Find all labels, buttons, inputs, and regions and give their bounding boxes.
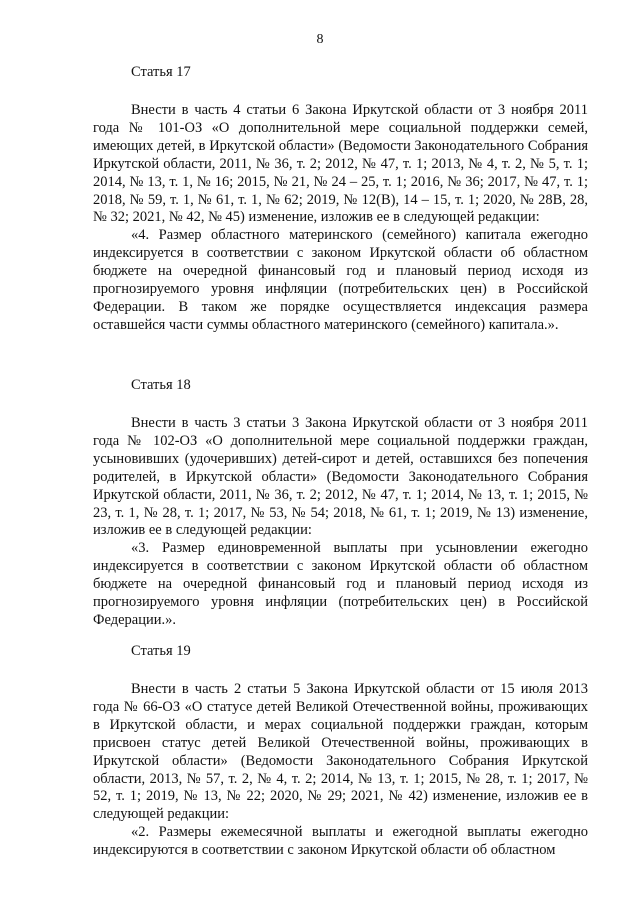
article-19 bbox=[93, 641, 588, 860]
article-paragraph: Внести в часть 3 статьи 3 Закона Иркутской области от 3 ноября 2011 года № 102-ОЗ «О дополнительной мере социальной поддержки граждан, усыновивших (удочеривших) детей-сирот и детей, оставшихся без попечения родителей, в Иркутской области» (Ведомости Законодательного Собрания Иркутской области, 2011, № 36, т. 2; 2012, № 47, т. 1; 2014, № 13, т. 1; 2015, № 23, т. 1, № 28, т. 1; 2017, № 53, № 54; 2018, № 61, т. 1; 2019, № 13) изменение, изложив ее в следующей редакции: bbox=[93, 415, 588, 539]
article-title: Статья 19 bbox=[131, 643, 191, 659]
article-paragraph: «4. Размер областного материнского (семейного) капитала ежегодно индексируется в соответствии с законом Иркутской области об областном бюджете на очередной финансовый год и плановый период исходя из прогнозируемого уровня инфляции (потребительских цен) в Российской Федерации. В таком же порядке осуществляется индексация размера оставшейся части суммы областного материнского (семейного) капитала.». bbox=[93, 227, 588, 333]
article-title: Статья 17 bbox=[131, 64, 191, 80]
article-body bbox=[93, 102, 588, 335]
article-title: Статья 18 bbox=[131, 377, 191, 393]
article-body bbox=[93, 681, 588, 860]
page-number: 8 bbox=[316, 32, 324, 47]
article-17 bbox=[93, 62, 588, 335]
article-paragraph: Внести в часть 4 статьи 6 Закона Иркутской области от 3 ноября 2011 года № 101-ОЗ «О дополнительной мере социальной поддержки семей, имеющих детей, в Иркутской области» (Ведомости Законодательного Собрания Иркутской области, 2011, № 36, т. 2; 2012, № 47, т. 1; 2013, № 4, т. 2, № 5, т. 1; 2014, № 13, т. 1, № 16; 2015, № 21, № 24 – 25, т. 1; 2016, № 36; 2017, № 47, т. 1; 2018, № 59, т. 1, № 61, т. 1, № 62; 2019, № 12(В), 14 – 15, т. 1; 2020, № 28В, 28, № 32; 2021, № 42, № 45) изменение, изложив ее в следующей редакции: bbox=[93, 102, 588, 226]
article-paragraph: «3. Размер единовременной выплаты при усыновлении ежегодно индексируется в соответствии с законом Иркутской области об областном бюджете на очередной финансовый год и плановый период исходя из прогнозируемого уровня инфляции (потребительских цен) в Российской Федерации.». bbox=[93, 540, 588, 628]
article-body bbox=[93, 415, 588, 630]
article-18 bbox=[93, 375, 588, 630]
article-paragraph: «2. Размеры ежемесячной выплаты и ежегодной выплаты ежегодно индексируются в соответствии с законом Иркутской области об областном bbox=[93, 824, 588, 859]
article-paragraph: Внести в часть 2 статьи 5 Закона Иркутской области от 15 июля 2013 года № 66-ОЗ «О статусе детей Великой Отечественной войны, проживающих в Иркутской области, и мерах социальной поддержки граждан, которым присвоен статус детей Великой Отечественной войны, проживающих в Иркутской области» (Ведомости Законодательного Собрания Иркутской области, 2013, № 57, т. 2, № 4, т. 2; 2014, № 13, т. 1; 2015, № 28, т. 1; 2017, № 52, т. 1; 2019, № 13, № 22; 2020, № 29; 2021, № 42) изменение, изложив ее в следующей редакции: bbox=[93, 681, 588, 823]
